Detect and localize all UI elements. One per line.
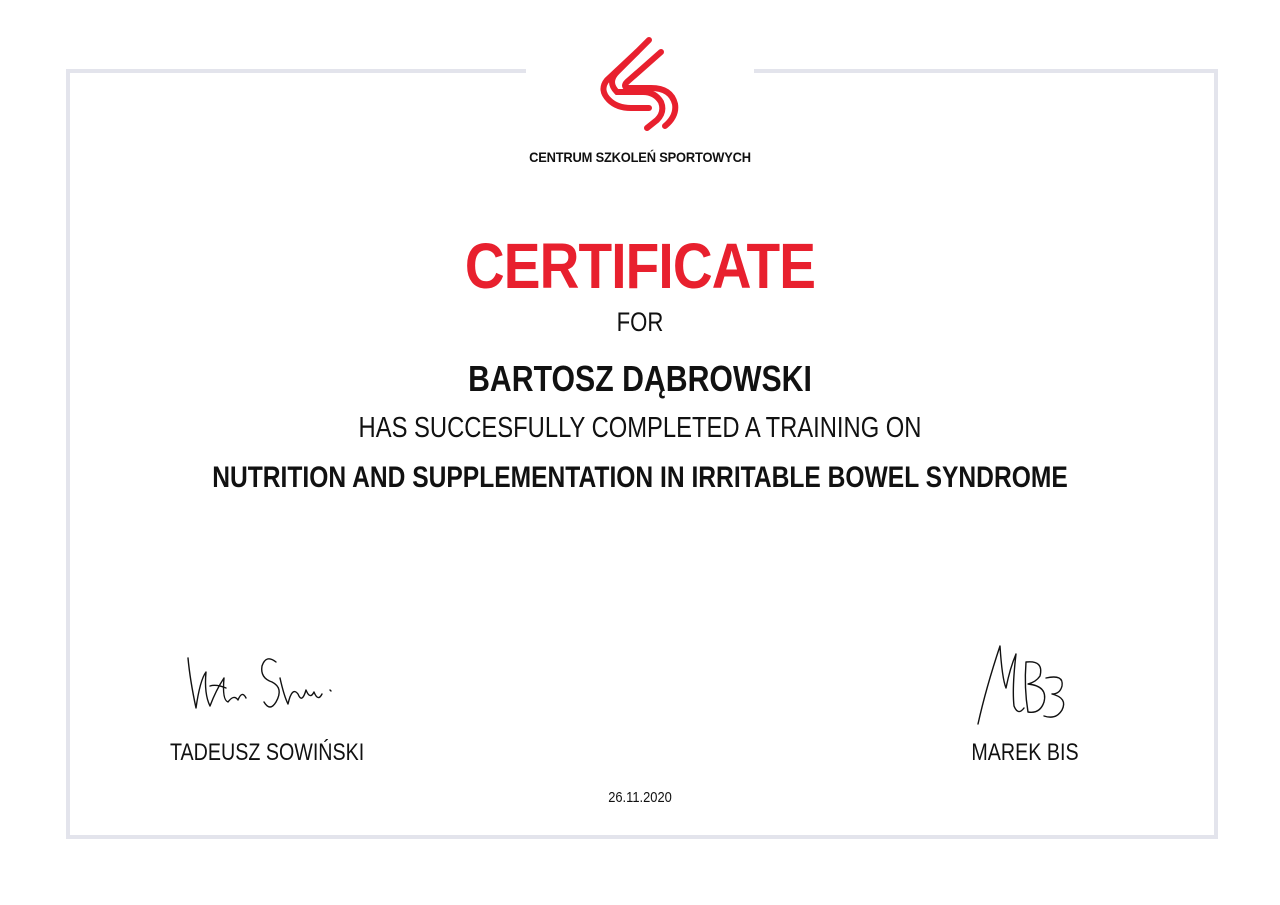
for-label: FOR	[616, 307, 664, 337]
organization-name: CENTRUM SZKOLEŃ SPORTOWYCH	[529, 149, 751, 165]
issue-date: 26.11.2020	[608, 789, 672, 806]
completion-statement: HAS SUCCESFULLY COMPLETED A TRAINING ON	[358, 412, 922, 444]
css-logo-icon	[597, 34, 685, 132]
signer-name-right: MAREK BIS	[971, 739, 1079, 766]
recipient-name: BARTOSZ DĄBROWSKI	[468, 358, 812, 399]
course-title: NUTRITION AND SUPPLEMENTATION IN IRRITABLE BOWEL SYNDROME	[212, 461, 1068, 494]
certificate-title: CERTIFICATE	[464, 230, 816, 302]
signature-icon	[180, 650, 340, 720]
signer-name-left: TADEUSZ SOWIŃSKI	[169, 739, 365, 766]
signature-icon	[972, 638, 1072, 730]
